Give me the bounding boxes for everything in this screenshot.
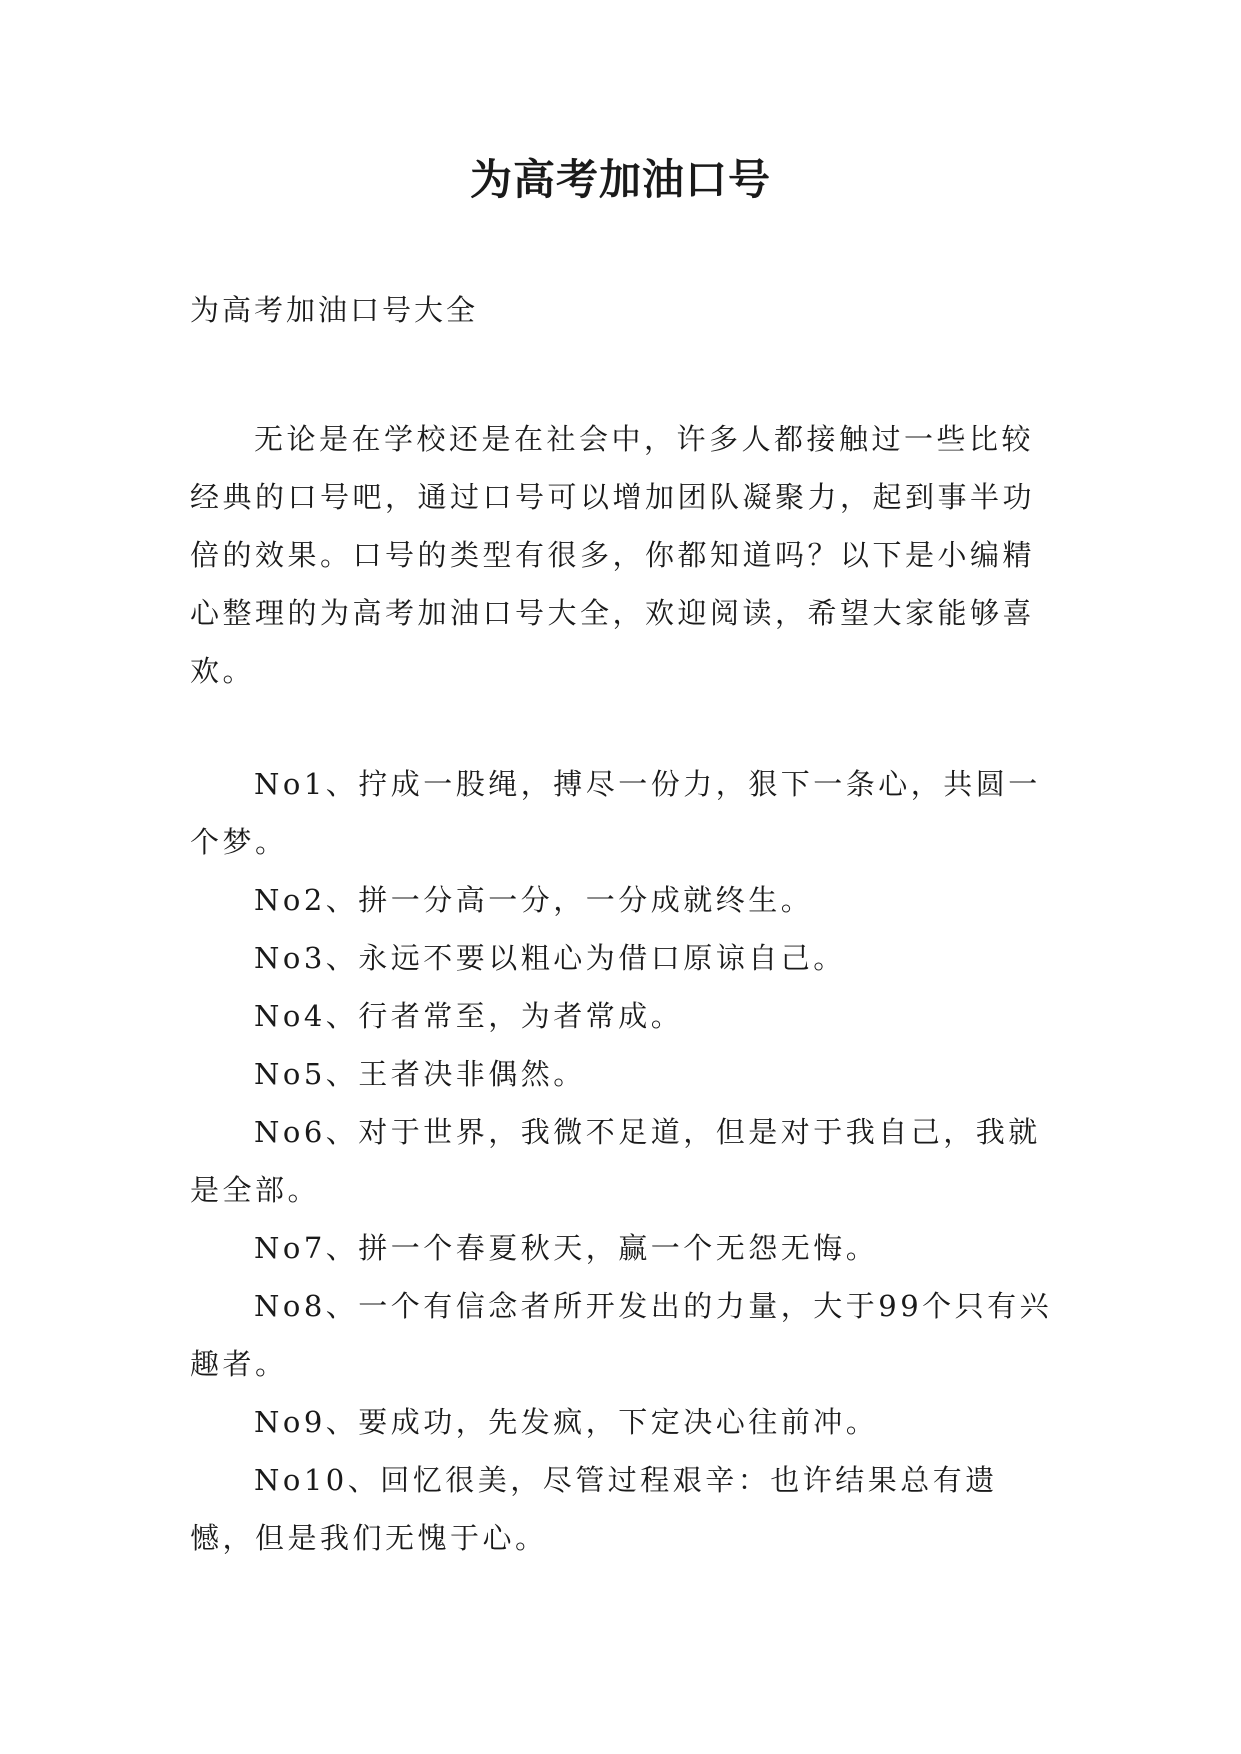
slogan-list: [190, 755, 1060, 1567]
slogan-item: No4、行者常至，为者常成。: [254, 999, 684, 1033]
slogan-item: No7、拼一个春夏秋天，赢一个无怨无悔。: [254, 1231, 879, 1265]
document-subtitle: 为高考加油口号大全: [190, 293, 479, 327]
intro-paragraph: 无论是在学校还是在社会中，许多人都接触过一些比较经典的口号吧，通过口号可以增加团队凝聚力，起到事半功倍的效果。口号的类型有很多，你都知道吗？以下是小编精心整理的为高考加油口号大全，欢迎阅读，希望大家能够喜欢。: [190, 422, 1036, 688]
slogan-item: No2、拼一分高一分，一分成就终生。: [254, 883, 814, 917]
slogan-item: No6、对于世界，我微不足道，但是对于我自己，我就是全部。: [190, 1115, 1041, 1207]
slogan-item: No9、要成功，先发疯，下定决心往前冲。: [254, 1405, 879, 1439]
slogan-item: No3、永远不要以粗心为借口原谅自己。: [254, 941, 846, 975]
document-title: 为高考加油口号: [469, 155, 771, 204]
slogan-item: No8、一个有信念者所开发出的力量，大于99个只有兴趣者。: [190, 1289, 1053, 1381]
slogan-item: No5、王者决非偶然。: [254, 1057, 586, 1091]
slogan-item: No10、回忆很美，尽管过程艰辛：也许结果总有遗憾，但是我们无愧于心。: [190, 1463, 998, 1555]
slogan-item: No1、拧成一股绳，搏尽一份力，狠下一条心，共圆一个梦。: [190, 767, 1041, 859]
